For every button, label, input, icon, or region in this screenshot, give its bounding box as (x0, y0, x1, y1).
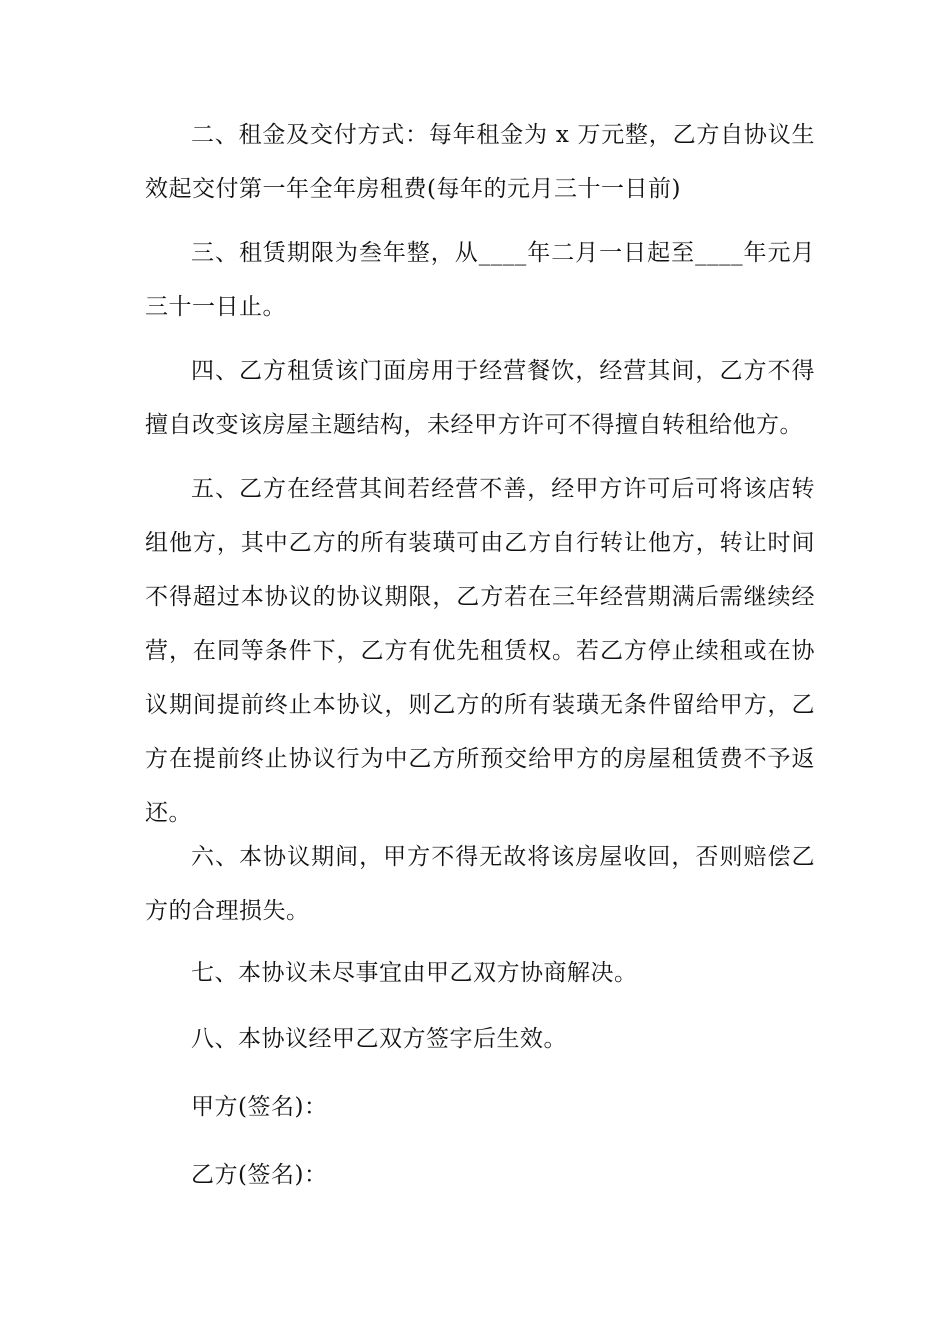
clause-transfer: 五、乙方在经营其间若经营不善，经甲方许可后可将该店转组他方，其中乙方的所有装璜可由乙方自行转让他方，转让时间不得超过本协议的协议期限，乙方若在三年经营期满后需继续经营，在同等条件下，乙方有优先租赁权。若乙方停止续租或在协议期间提前终止本协议，则乙方的所有装璜无条件留给甲方，乙方在提前终止协议行为中乙方所预交给甲方的房屋租赁费不予返还。 (145, 476, 815, 826)
clause-landlord-obligation: 六、本协议期间，甲方不得无故将该房屋收回，否则赔偿乙方的合理损失。 (145, 844, 815, 924)
party-a-signature: 甲方(签名)： (191, 1094, 328, 1120)
clause-effective: 八、本协议经甲乙双方签字后生效。 (191, 1026, 567, 1052)
clause-usage: 四、乙方租赁该门面房用于经营餐饮，经营其间，乙方不得擅自改变该房屋主题结构，未经甲方许可不得擅自转租给他方。 (145, 358, 815, 438)
clause-rent-payment: 二、租金及交付方式：每年租金为 x 万元整，乙方自协议生效起交付第一年全年房租费(每年的元月三十一日前) (145, 122, 815, 202)
clause-lease-term: 三、租赁期限为叁年整，从____年二月一日起至____年元月三十一日止。 (145, 240, 815, 320)
party-b-signature: 乙方(签名)： (191, 1162, 328, 1188)
clause-unresolved-matters: 七、本协议未尽事宜由甲乙双方协商解决。 (191, 960, 638, 986)
